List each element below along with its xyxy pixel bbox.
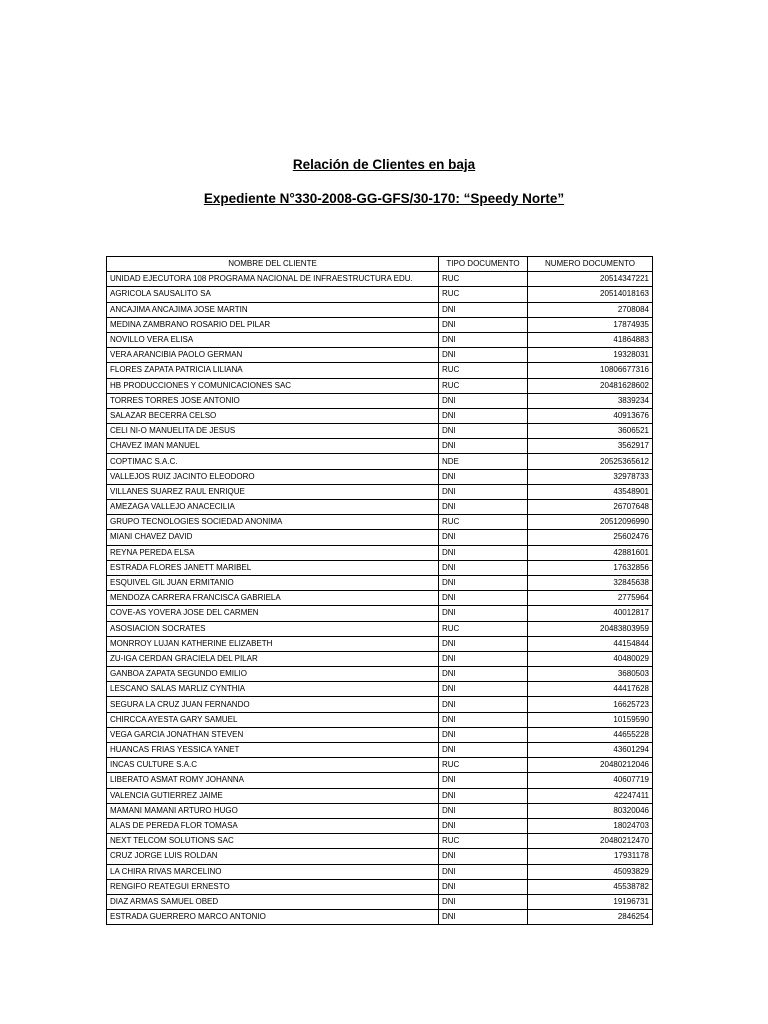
client-name-cell: CELI NI-O MANUELITA DE JESUS [107, 424, 439, 439]
table-row [107, 697, 653, 712]
document-type-cell: DNI [439, 302, 528, 317]
table-row [107, 864, 653, 879]
document-type-cell: DNI [439, 560, 528, 575]
client-name-cell: VERA ARANCIBIA PAOLO GERMAN [107, 348, 439, 363]
table-row [107, 454, 653, 469]
table-row [107, 636, 653, 651]
document-number-cell: 20483803959 [528, 621, 653, 636]
header-client-name: NOMBRE DEL CLIENTE [107, 257, 439, 272]
document-number-cell: 20480212470 [528, 834, 653, 849]
document-number-cell: 44154844 [528, 636, 653, 651]
document-type-cell: DNI [439, 439, 528, 454]
document-number-cell: 19196731 [528, 894, 653, 909]
table-row [107, 758, 653, 773]
client-name-cell: VEGA GARCIA JONATHAN STEVEN [107, 727, 439, 742]
client-name-cell: RENGIFO REATEGUI ERNESTO [107, 879, 439, 894]
document-number-cell: 3839234 [528, 393, 653, 408]
client-name-cell: FLORES ZAPATA PATRICIA LILIANA [107, 363, 439, 378]
client-name-cell: ALAS DE PEREDA FLOR TOMASA [107, 818, 439, 833]
document-number-cell: 40480029 [528, 651, 653, 666]
document-type-cell: RUC [439, 363, 528, 378]
document-type-cell: DNI [439, 469, 528, 484]
client-name-cell: REYNA PEREDA ELSA [107, 545, 439, 560]
document-number-cell: 20514018163 [528, 287, 653, 302]
document-number-cell: 44655228 [528, 727, 653, 742]
client-name-cell: VALENCIA GUTIERREZ JAIME [107, 788, 439, 803]
document-number-cell: 45093829 [528, 864, 653, 879]
table-row [107, 591, 653, 606]
client-name-cell: LA CHIRA RIVAS MARCELINO [107, 864, 439, 879]
table-row [107, 530, 653, 545]
table-row [107, 667, 653, 682]
document-type-cell: DNI [439, 484, 528, 499]
document-number-cell: 10159590 [528, 712, 653, 727]
document-number-cell: 17931178 [528, 849, 653, 864]
document-number-cell: 42247411 [528, 788, 653, 803]
document-type-cell: DNI [439, 682, 528, 697]
document-type-cell: DNI [439, 636, 528, 651]
client-name-cell: ZU-IGA CERDAN GRACIELA DEL PILAR [107, 651, 439, 666]
document-type-cell: RUC [439, 834, 528, 849]
document-number-cell: 44417628 [528, 682, 653, 697]
client-name-cell: LESCANO SALAS MARLIZ CYNTHIA [107, 682, 439, 697]
document-type-cell: DNI [439, 818, 528, 833]
document-type-cell: DNI [439, 864, 528, 879]
document-type-cell: DNI [439, 424, 528, 439]
document-number-cell: 40607719 [528, 773, 653, 788]
document-type-cell: RUC [439, 287, 528, 302]
table-row [107, 712, 653, 727]
client-name-cell: HB PRODUCCIONES Y COMUNICACIONES SAC [107, 378, 439, 393]
table-row [107, 834, 653, 849]
document-type-cell: RUC [439, 272, 528, 287]
document-number-cell: 80320046 [528, 803, 653, 818]
table-row [107, 500, 653, 515]
client-name-cell: HUANCAS FRIAS YESSICA YANET [107, 743, 439, 758]
table-row [107, 378, 653, 393]
table-row [107, 651, 653, 666]
header-document-type: TIPO DOCUMENTO [439, 257, 528, 272]
client-name-cell: CHIRCCA AYESTA GARY SAMUEL [107, 712, 439, 727]
document-type-cell: DNI [439, 348, 528, 363]
document-type-cell: RUC [439, 378, 528, 393]
table-row [107, 849, 653, 864]
document-number-cell: 2708084 [528, 302, 653, 317]
table-row [107, 743, 653, 758]
client-name-cell: MONRROY LUJAN KATHERINE ELIZABETH [107, 636, 439, 651]
document-number-cell: 45538782 [528, 879, 653, 894]
document-type-cell: RUC [439, 621, 528, 636]
document-number-cell: 3562917 [528, 439, 653, 454]
document-type-cell: RUC [439, 758, 528, 773]
document-number-cell: 20525365612 [528, 454, 653, 469]
document-number-cell: 16625723 [528, 697, 653, 712]
table-row [107, 332, 653, 347]
table-row [107, 788, 653, 803]
document-type-cell: DNI [439, 393, 528, 408]
document-type-cell: DNI [439, 849, 528, 864]
client-name-cell: ESQUIVEL GIL JUAN ERMITANIO [107, 575, 439, 590]
client-name-cell: ESTRADA FLORES JANETT MARIBEL [107, 560, 439, 575]
table-row [107, 575, 653, 590]
table-row [107, 393, 653, 408]
document-type-cell: DNI [439, 803, 528, 818]
document-type-cell: DNI [439, 545, 528, 560]
table-row [107, 272, 653, 287]
table-row [107, 606, 653, 621]
document-type-cell: DNI [439, 712, 528, 727]
document-number-cell: 3680503 [528, 667, 653, 682]
document-number-cell: 2846254 [528, 910, 653, 925]
document-subtitle: Expediente N°330-2008-GG-GFS/30-170: “Speedy Norte” [203, 191, 565, 206]
table-row [107, 424, 653, 439]
clients-table [106, 256, 653, 925]
client-name-cell: CHAVEZ IMAN MANUEL [107, 439, 439, 454]
client-name-cell: GANBOA ZAPATA SEGUNDO EMILIO [107, 667, 439, 682]
client-name-cell: MENDOZA CARRERA FRANCISCA GABRIELA [107, 591, 439, 606]
document-number-cell: 17874935 [528, 317, 653, 332]
table-row [107, 727, 653, 742]
document-number-cell: 41864883 [528, 332, 653, 347]
client-name-cell: SEGURA LA CRUZ JUAN FERNANDO [107, 697, 439, 712]
document-type-cell: DNI [439, 788, 528, 803]
document-number-cell: 20514347221 [528, 272, 653, 287]
table-row [107, 818, 653, 833]
table-row [107, 879, 653, 894]
document-number-cell: 19328031 [528, 348, 653, 363]
client-name-cell: VALLEJOS RUIZ JACINTO ELEODORO [107, 469, 439, 484]
table-row [107, 408, 653, 423]
client-name-cell: GRUPO TECNOLOGIES SOCIEDAD ANONIMA [107, 515, 439, 530]
client-name-cell: UNIDAD EJECUTORA 108 PROGRAMA NACIONAL DE INFRAESTRUCTURA EDU. [107, 272, 439, 287]
table-row [107, 348, 653, 363]
table-row [107, 484, 653, 499]
table-row [107, 439, 653, 454]
document-type-cell: DNI [439, 667, 528, 682]
document-type-cell: DNI [439, 879, 528, 894]
document-number-cell: 20480212046 [528, 758, 653, 773]
client-name-cell: DIAZ ARMAS SAMUEL OBED [107, 894, 439, 909]
table-row [107, 469, 653, 484]
client-name-cell: NEXT TELCOM SOLUTIONS SAC [107, 834, 439, 849]
document-type-cell: RUC [439, 515, 528, 530]
document-number-cell: 40913676 [528, 408, 653, 423]
document-type-cell: DNI [439, 317, 528, 332]
client-name-cell: COVE-AS YOVERA JOSE DEL CARMEN [107, 606, 439, 621]
client-name-cell: CRUZ JORGE LUIS ROLDAN [107, 849, 439, 864]
client-name-cell: ANCAJIMA ANCAJIMA JOSE MARTIN [107, 302, 439, 317]
document-number-cell: 3606521 [528, 424, 653, 439]
header-document-number: NUMERO DOCUMENTO [528, 257, 653, 272]
document-number-cell: 43548901 [528, 484, 653, 499]
document-type-cell: DNI [439, 651, 528, 666]
document-type-cell: DNI [439, 500, 528, 515]
table-row [107, 302, 653, 317]
document-number-cell: 25602476 [528, 530, 653, 545]
client-name-cell: AGRICOLA SAUSALITO SA [107, 287, 439, 302]
document-number-cell: 20481628602 [528, 378, 653, 393]
table-row [107, 545, 653, 560]
document-number-cell: 18024703 [528, 818, 653, 833]
document-type-cell: DNI [439, 697, 528, 712]
document-type-cell: DNI [439, 591, 528, 606]
document-type-cell: DNI [439, 408, 528, 423]
table-row [107, 287, 653, 302]
document-type-cell: DNI [439, 530, 528, 545]
document-type-cell: DNI [439, 575, 528, 590]
document-type-cell: DNI [439, 332, 528, 347]
document-number-cell: 32978733 [528, 469, 653, 484]
table-header-row [107, 257, 653, 272]
document-number-cell: 17632856 [528, 560, 653, 575]
client-name-cell: AMEZAGA VALLEJO ANACECILIA [107, 500, 439, 515]
client-name-cell: ESTRADA GUERRERO MARCO ANTONIO [107, 910, 439, 925]
client-name-cell: SALAZAR BECERRA CELSO [107, 408, 439, 423]
document-number-cell: 20512096990 [528, 515, 653, 530]
table-row [107, 803, 653, 818]
document-type-cell: DNI [439, 606, 528, 621]
table-row [107, 515, 653, 530]
client-name-cell: VILLANES SUAREZ RAUL ENRIQUE [107, 484, 439, 499]
document-number-cell: 26707648 [528, 500, 653, 515]
client-name-cell: TORRES TORRES JOSE ANTONIO [107, 393, 439, 408]
client-name-cell: MIANI CHAVEZ DAVID [107, 530, 439, 545]
table-row [107, 560, 653, 575]
client-name-cell: NOVILLO VERA ELISA [107, 332, 439, 347]
table-row [107, 773, 653, 788]
document-number-cell: 32845638 [528, 575, 653, 590]
document-type-cell: DNI [439, 773, 528, 788]
document-type-cell: DNI [439, 727, 528, 742]
table-row [107, 317, 653, 332]
document-number-cell: 40012817 [528, 606, 653, 621]
document-number-cell: 2775964 [528, 591, 653, 606]
document-type-cell: DNI [439, 743, 528, 758]
table-row [107, 682, 653, 697]
document-type-cell: NDE [439, 454, 528, 469]
client-name-cell: COPTIMAC S.A.C. [107, 454, 439, 469]
document-number-cell: 10806677316 [528, 363, 653, 378]
client-name-cell: MAMANI MAMANI ARTURO HUGO [107, 803, 439, 818]
document-number-cell: 42881601 [528, 545, 653, 560]
document-number-cell: 43601294 [528, 743, 653, 758]
client-name-cell: MEDINA ZAMBRANO ROSARIO DEL PILAR [107, 317, 439, 332]
document-type-cell: DNI [439, 894, 528, 909]
table-row [107, 910, 653, 925]
table-row [107, 621, 653, 636]
client-name-cell: LIBERATO ASMAT ROMY JOHANNA [107, 773, 439, 788]
client-name-cell: INCAS CULTURE S.A.C [107, 758, 439, 773]
client-name-cell: ASOSIACION SOCRATES [107, 621, 439, 636]
table-row [107, 894, 653, 909]
document-title: Relación de Clientes en baja [292, 157, 476, 172]
document-type-cell: DNI [439, 910, 528, 925]
table-row [107, 363, 653, 378]
